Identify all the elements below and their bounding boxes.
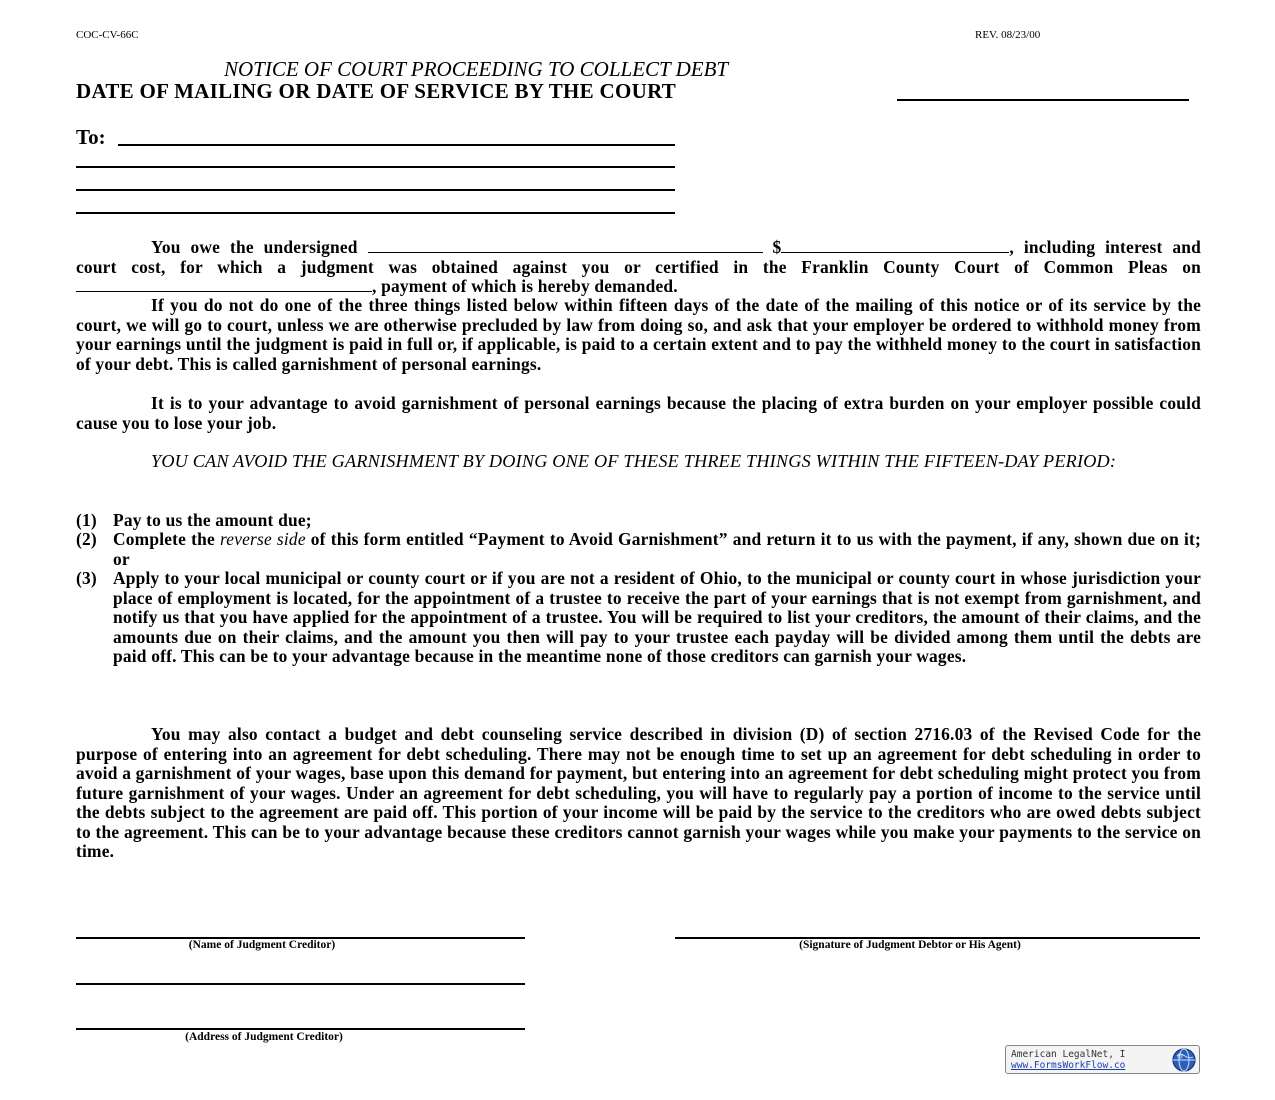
to-label: To: [76, 125, 106, 149]
avoid-heading: YOU CAN AVOID THE GARNISHMENT BY DOING ONE OF THESE THREE THINGS WITHIN THE FIFTEEN-DAY PERIOD: [151, 451, 1117, 471]
list-item: (2) Complete the reverse side of this form entitled “Payment to Avoid Garnishment” and return it to us with the payment, if any, shown due on it; or [76, 529, 1202, 569]
garnishment-paragraph: If you do not do one of the three things listed below within fifteen days of the date of the mailing of this notice or of its service by the court, we will go to court, unless we are otherwise precluded by law from doing so, and ask that your employer be ordered to withhold money from your earnings until the judgment is paid in full or, if applicable, is paid to a certain extent and to pay the withheld money to the court in satisfaction of your debt. This is called garnishment of personal earnings. [76, 295, 1201, 374]
owe-paragraph: You owe the undersigned $ , including interest and court cost, for which a judgment was obtained against you or certified in the Franklin County Court of Common Pleas on , payment of which is hereby demanded. [76, 237, 1201, 296]
date-of-mailing-label [76, 79, 676, 104]
list-item: (3) Apply to your local municipal or county court or if you are not a resident of Ohio, to the municipal or county court in whose jurisdiction your place of employment is located, for the appointment of a trustee to receive the part of your earnings that is not exempt from garnishment, and notify us that you have applied for the appointment of a trustee. You will be required to list your creditors, the amount of their claims, and the amounts due on their claims, and the amount you then will pay to your trustee each payday will be divided among them until the debts are paid off. This can be to your advantage because in the meantime none of those creditors can garnish your wages. [76, 568, 1201, 666]
debtor-signature-caption: (Signature of Judgment Debtor or His Agent) [799, 939, 1021, 951]
date-of-mailing-text: DATE OF MAILING OR DATE OF SERVICE BY THE COURT [76, 79, 677, 103]
amount-field[interactable] [781, 238, 1009, 253]
creditor-address-caption: (Address of Judgment Creditor) [185, 1031, 343, 1043]
judgment-date-field[interactable] [76, 277, 372, 292]
to-line-3[interactable] [76, 189, 675, 191]
creditor-address-line-2[interactable] [76, 1028, 525, 1030]
creditor-address-line-1[interactable] [76, 983, 525, 985]
logo-website-link[interactable]: www.FormsWorkFlow.co [1011, 1060, 1126, 1071]
globe-icon [1171, 1047, 1197, 1073]
to-line-1[interactable] [118, 144, 675, 146]
logo-company-name: American LegalNet, I [1011, 1049, 1126, 1060]
form-id: COC-CV-66C [76, 29, 139, 41]
revision-date: REV. 08/23/00 [975, 29, 1041, 41]
to-line-4[interactable] [76, 212, 675, 214]
advantage-paragraph: It is to your advantage to avoid garnishment of personal earnings because the placing of extra burden on your employer possible could cause you to lose your job. [76, 393, 1201, 433]
legalnet-logo[interactable] [1005, 1045, 1200, 1074]
creditor-name-caption: (Name of Judgment Creditor) [188, 939, 336, 951]
form-title: NOTICE OF COURT PROCEEDING TO COLLECT DEBT [224, 57, 729, 81]
list-item: (1) Pay to us the amount due; [76, 510, 312, 530]
creditor-name-field[interactable] [368, 238, 763, 253]
to-line-2[interactable] [76, 166, 675, 168]
counseling-paragraph: You may also contact a budget and debt counseling service described in division (D) of section 2716.03 of the Revised Code for the purpose of entering into an agreement for debt scheduling. There may not be enough time to set up an agreement for debt scheduling in order to avoid a garnishment of your wages, base upon this demand for payment, but entering into an agreement for debt scheduling might protect you from future garnishment of your wages. Under an agreement for debt scheduling, you will have to regularly pay a portion of income to the service until the debts subject to the agreement are paid off. This portion of your income will be paid by the service to the creditors who are owed debts subject to the agreement. This can be to your advantage because these creditors cannot garnish your wages while you make your payments to the service on time. [76, 724, 1201, 861]
date-of-mailing-field[interactable] [897, 99, 1189, 101]
